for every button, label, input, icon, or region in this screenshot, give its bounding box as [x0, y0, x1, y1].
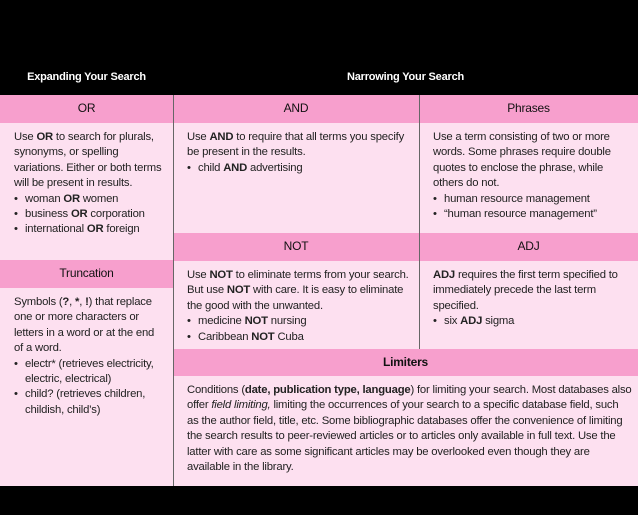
bold-term: AND — [209, 131, 234, 143]
or-list — [14, 192, 165, 238]
limiters-title: Limiters — [173, 349, 638, 376]
limiters-cell — [173, 376, 638, 486]
and-description: Use AND to require that all terms you specify be present in the results. — [187, 131, 405, 159]
adj-title: ADJ — [419, 233, 638, 261]
bold-term: OR — [70, 208, 88, 221]
header-expanding: Expanding Your Search — [0, 61, 173, 95]
adj-description: ADJ requires the first term specified to immediately precede the last term specified. — [433, 269, 618, 312]
list-item: • electr* (retrieves electricity, electric, electrical) — [14, 357, 165, 388]
bold-term: ADJ — [460, 315, 483, 328]
adj-cell — [419, 261, 638, 349]
divider — [173, 95, 174, 486]
search-strategies-table — [0, 61, 638, 486]
phrases-title: Phrases — [419, 95, 638, 123]
bold-term: OR — [86, 223, 104, 236]
and-list — [187, 161, 411, 176]
bold-term: NOT — [244, 315, 268, 328]
or-description: Use OR to search for plurals, synonyms, or spelling variations. Either or both terms will be present in results. — [14, 131, 162, 190]
not-list — [187, 314, 411, 345]
bold-term: NOT — [209, 269, 233, 281]
header-narrowing: Narrowing Your Search — [173, 61, 638, 95]
truncation-description: Symbols (?, *, !) that replace one or more characters or letters in a word or at the end of a word. — [14, 296, 155, 355]
bold-term: AND — [223, 161, 248, 174]
list-item: • business OR corporation — [14, 207, 165, 222]
not-title: NOT — [173, 233, 419, 261]
list-item: • international OR foreign — [14, 222, 165, 237]
bold-term: OR — [36, 131, 53, 143]
bold-term: NOT — [226, 284, 251, 297]
bold-term: NOT — [251, 330, 275, 343]
divider — [419, 95, 420, 349]
list-item: • human resource management — [433, 192, 630, 207]
or-title: OR — [0, 95, 173, 123]
and-title: AND — [173, 95, 419, 123]
bold-term: ? — [62, 296, 70, 308]
list-item: • medicine NOT nursing — [187, 314, 411, 329]
list-item: • “human resource management” — [433, 207, 630, 222]
phrases-list — [433, 192, 630, 223]
bold-term: OR — [63, 192, 80, 205]
list-item: • six ADJ sigma — [433, 314, 630, 329]
bold-term: ! — [85, 296, 89, 308]
list-item: • Caribbean NOT Cuba — [187, 330, 411, 345]
and-cell — [173, 123, 419, 233]
truncation-list — [14, 357, 165, 419]
limiters-description: Conditions (date, publication type, language) for limiting your search. Most databases also offer field limiting, limiting the occurrences of your search to a specific database field, such as the author field, title, etc. Some bibliographic databases offer the convenience of limiting the search results to peer-reviewed articles or to articles only available in full text. Use the latter with care as some significant articles may be overlooked even though they are available in the library. — [187, 384, 632, 474]
list-item: • child? (retrieves children, childish, child’s) — [14, 387, 165, 418]
bold-term: date, publication type, language — [244, 384, 411, 396]
or-cell — [0, 123, 173, 259]
phrases-cell — [419, 123, 638, 233]
italic-term: field limiting, — [211, 399, 271, 412]
list-item: • child AND advertising — [187, 161, 411, 176]
phrases-description: Use a term consisting of two or more words. Some phrases require double quotes to enclose the phrase, while others do not. — [433, 131, 611, 190]
not-cell — [173, 261, 419, 349]
not-description: Use NOT to eliminate terms from your search. But use NOT with care. It is easy to eliminate the good with the unwanted. — [187, 269, 409, 312]
truncation-cell — [0, 288, 173, 486]
bold-term: * — [75, 296, 80, 308]
adj-list — [433, 314, 630, 329]
list-item: • woman OR women — [14, 192, 165, 207]
truncation-title: Truncation — [0, 260, 173, 288]
bold-term: ADJ — [433, 269, 455, 281]
